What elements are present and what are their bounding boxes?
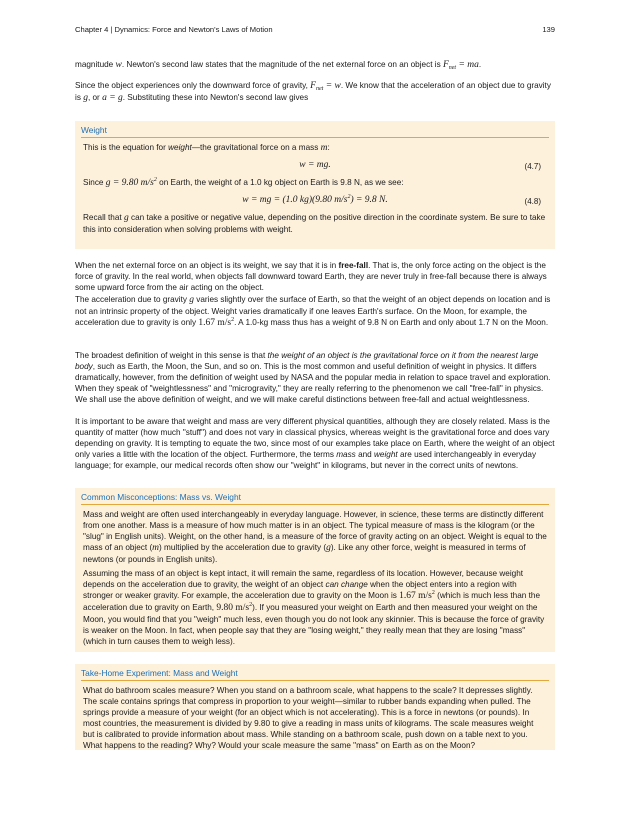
misconceptions-paragraph-1: Mass and weight are often used interchangeably in everyday language. However, in science, these terms are distinctly different from one another. Mass is a measure of how much matter is in an object. The typical measure of mass is the kilogram (or the "slug" in English units). Weight, on the other hand, is a measure of the force of gravity acting on an object. Weight is equal to the mass of an object (m) multiplied by the acceleration due to gravity (g). Like any other force, weight is measured in terms of newtons (or pounds in English units). — [83, 510, 547, 564]
weight-box-title: Weight — [81, 121, 549, 138]
weight-sign-note: Recall that g can take a positive or negative value, depending on the positive direction in the coordinate system. Be sure to take this into consideration when solving problems with weight. — [83, 213, 546, 234]
weight-box — [75, 121, 555, 249]
experiment-box — [75, 664, 555, 750]
chapter-title: Chapter 4 | Dynamics: Force and Newton's Laws of Motion — [75, 25, 273, 34]
weight-definition: This is the equation for weight—the gravitational force on a mass m: — [83, 143, 330, 153]
equation-4-7: w = mg. (4.7) — [299, 160, 541, 171]
intro-paragraph-2: Since the object experiences only the downward force of gravity, $F_{net} = w$. We know that the acceleration of an object due to gravity is g, or a = g. Substituting these into Newton's second law gives — [75, 81, 551, 103]
mass-vs-weight-paragraph: It is important to be aware that weight and mass are very different physical quantities, although they are closely related. Mass is the quantity of matter (how much "stuff") and does not vary in classical physics, whereas weight is the gravitational force and does vary depending on gravity. It is tempting to equate the two, since most of our examples take place on Earth, where the weight of an object only varies a little with the location of the object. Furthermore, the terms mass and weight are used interchangeably in everyday language; for example, our medical records often show our "weight" in kilograms, but never in the correct units of newtons. — [75, 417, 555, 470]
equation-4-8: w = mg = (1.0 kg)(9.80 $m/s^2) = 9.8$ N. (4.8) — [242, 194, 541, 206]
misconceptions-box-title: Common Misconceptions: Mass vs. Weight — [81, 488, 549, 505]
experiment-paragraph: What do bathroom scales measure? When you stand on a bathroom scale, what happens to the scale? It depresses slightly. The scale contains springs that compress in proportion to your weight—similar to rubber bands expanding when pulled. The springs provide a measure of your weight (for an object which is not accelerating). This is a force in newtons (or pounds). In most countries, the measurement is divided by 9.80 to give a reading in mass units of kilograms. The scale measures weight but is calibrated to provide information about mass. While standing on a bathroom scale, push down on a table next to you. What happens to the reading? Why? Would your scale measure the same "mass" on Earth as on the Moon? — [83, 686, 534, 750]
page-number: 139 — [542, 25, 555, 34]
weight-example: Since g = 9.80 $m/s^2$ on Earth, the weight of a 1.0 kg object on Earth is 9.8 N, as we see: — [83, 177, 404, 188]
page-header — [75, 24, 555, 36]
intro-paragraph-1: magnitude w. Newton's second law states that the magnitude of the net external force on an object is $F_{net}$ = ma. — [75, 60, 482, 71]
weight-definition-paragraph: The broadest definition of weight in this sense is that the weight of an object is the gravitational force on it from the nearest large body, such as Earth, the Moon, the Sun, and so on. This is the most common and useful definition of weight in physics. It differs dramatically, however, from the definition of weight used by NASA and the popular media in relation to space travel and exploration. When they speak of "weightlessness" and "microgravity," they are really referring to the phenomenon we call "free-fall" in physics. We shall use the above definition of weight, and we will make careful distinctions between free-fall and actual weightlessness. — [75, 351, 551, 404]
free-fall-paragraph: When the net external force on an object is its weight, we say that it is in free-fall. That is, the only force acting on the object is the force of gravity. In the real world, when objects fall downward toward Earth, they are never truly in free-fall because there is always some upward force from the air acting on the object. — [75, 261, 547, 292]
misconceptions-paragraph-2: Assuming the mass of an object is kept intact, it will remain the same, regardless of its location. However, because weight depends on the acceleration due to gravity, the weight of an object can change when the object enters into a region with stronger or weaker gravity. For example, the acceleration due to gravity on the Moon is 1.67 $m/s^2$ (which is much less than the acceleration due to gravity on Earth, 9.80 $m/s^2$). If you measured your weight on Earth and then measured your weight on the Moon, you would find that you "weigh" much less, even though you do not look any skinnier. This is because the force of gravity is weaker on the Moon. In fact, when people say that they are "losing weight," they really mean that they are losing "mass" (which in turn causes them to weigh less). — [83, 569, 545, 646]
misconceptions-box — [75, 488, 555, 652]
gravity-variation-paragraph: The acceleration due to gravity g varies slightly over the surface of Earth, so that the weight of an object depends on location and is not an intrinsic property of the object. Weight varies dramatically if one leaves Earth's surface. On the Moon, for example, the acceleration due to gravity is only 1.67 $m/s^2$. A 1.0-kg mass thus has a weight of 9.8 N on Earth and only about 1.7 N on the Moon. — [75, 295, 551, 328]
experiment-box-title: Take-Home Experiment: Mass and Weight — [81, 664, 549, 681]
